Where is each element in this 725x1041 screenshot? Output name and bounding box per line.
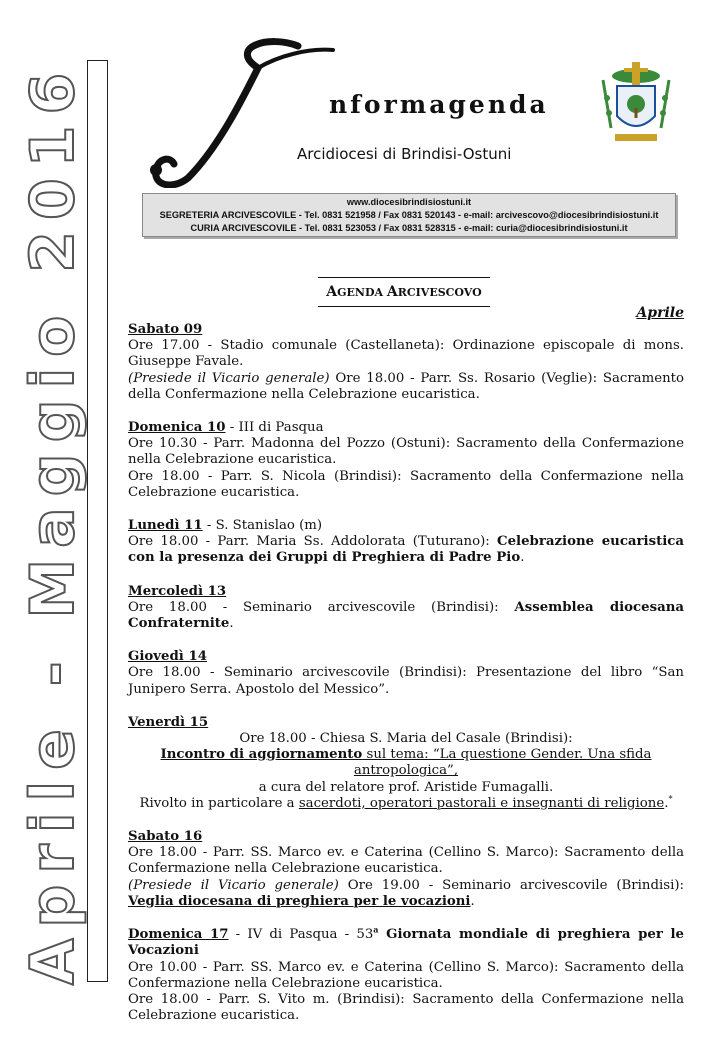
informagenda-logo-letter — [148, 38, 338, 188]
segreteria-contact: SEGRETERIA ARCIVESCOVILE - Tel. 0831 521958 / Fax 0831 520143 - e-mail: arcivescovo@diocesibrindisiostuni.it — [159, 210, 659, 220]
agenda-entry: Mercoledì 13 Ore 18.00 - Seminario arcivescovile (Brindisi): Assemblea diocesana Confraternite. — [128, 583, 684, 632]
entry-line: Ore 10.00 - Parr. SS. Marco ev. e Caterina (Cellino S. Marco): Sacramento della Confermazione nella Celebrazione eucaristica. — [128, 959, 684, 991]
entry-day: Giovedì 14 — [128, 649, 207, 665]
entry-day: Mercoledì 13 — [128, 583, 227, 599]
curia-contact: CURIA ARCIVESCOVILE - Tel. 0831 523053 / Fax 0831 528315 - e-mail: curia@diocesibrindisiostuni.it — [190, 223, 628, 233]
entry-line: Ore 18.00 - Seminario arcivescovile (Brindisi): Presentazione del libro “San Junipero Serra. Apostolo del Messico”. — [128, 665, 684, 697]
entry-line: Ore 18.00 - Parr. S. Vito m. (Brindisi): Sacramento della Confermazione nella Celebrazione eucaristica. — [128, 991, 684, 1024]
entry-line: Ore 10.30 - Parr. Madonna del Pozzo (Ostuni): Sacramento della Confermazione nella Celebrazione eucaristica. — [128, 436, 684, 468]
entry-day: Domenica 10 — [128, 420, 226, 436]
entry-line: a cura del relatore prof. Aristide Fumagalli. — [258, 779, 554, 795]
entry-day: Sabato 16 — [128, 829, 203, 845]
contact-box — [142, 193, 676, 237]
masthead-title: nformagenda — [329, 90, 549, 119]
agenda-entry: Venerdì 15 Ore 18.00 - Chiesa S. Maria del Casale (Brindisi): Incontro di aggiornamento sul tema: “La questione Gender. Una sfida antropologica”, a cura del relatore prof. Aristide Fumagalli. Rivolto in particolare a sacerdoti, operatori pastorali e insegnanti di religione.* — [128, 715, 684, 812]
side-rule — [87, 60, 108, 982]
agenda-content — [128, 322, 684, 1041]
agenda-entry: Lunedì 11 - S. Stanislao (m) Ore 18.00 - Parr. Maria Ss. Addolorata (Tuturano): Celebrazione eucaristica con la presenza dei Gruppi di Preghiera di Padre Pio. — [128, 518, 684, 566]
archdiocese-crest-icon — [597, 58, 675, 148]
agenda-entry: Sabato 16 Ore 18.00 - Parr. SS. Marco ev. e Caterina (Cellino S. Marco): Sacramento della Confermazione nella Celebrazione eucaristica. (Presiede il Vicario generale) Ore 19.00 - Seminario arcivescovile (Brindisi): Veglia diocesana di preghiera per le vocazioni. — [128, 829, 684, 909]
agenda-entry: Sabato 09 Ore 17.00 - Stadio comunale (Castellaneta): Ordinazione episcopale di mons. Giuseppe Favale. (Presiede il Vicario generale) Ore 18.00 - Parr. Ss. Rosario (Veglie): Sacramento della Confermazione nella Celebrazione eucaristica. — [128, 322, 685, 402]
entry-line: Ore 18.00 - Parr. SS. Marco ev. e Caterina (Cellino S. Marco): Sacramento della Confermazione nella Celebrazione eucaristica. — [128, 845, 684, 877]
agenda-heading: AGENDA ARCIVESCOVO — [318, 277, 490, 307]
entry-line: Ore 17.00 - Stadio comunale (Castellaneta): Ordinazione episcopale di mons. Giuseppe Favale. — [128, 338, 684, 370]
website-link[interactable]: www.diocesibrindisiostuni.it — [346, 197, 472, 207]
agenda-entry — [128, 649, 684, 698]
agenda-entry: Domenica 17 - IV di Pasqua - 53$^a$ Giornata mondiale di preghiera per le Vocazioni Ore 10.00 - Parr. SS. Marco ev. e Caterina (Cellino S. Marco): Sacramento della Confermazione nella Celebrazione eucaristica. Ore 18.00 - Parr. S. Vito m. (Brindisi): Sacramento della Confermazione nella Celebrazione eucaristica. — [128, 924, 684, 1024]
entry-day: Sabato 09 — [128, 322, 203, 337]
entry-day: Lunedì 11 — [128, 518, 203, 534]
entry-day: Domenica 17 — [128, 927, 229, 943]
agenda-entry: Domenica 10 - III di Pasqua Ore 10.30 - Parr. Madonna del Pozzo (Ostuni): Sacramento della Confermazione nella Celebrazione eucaristica. Ore 18.00 - Parr. S. Nicola (Brindisi): Sacramento della Confermazione nella Celebrazione eucaristica. — [128, 420, 684, 500]
entry-line: Ore 18.00 - Chiesa S. Maria del Casale (Brindisi): — [239, 731, 573, 747]
side-title: Aprile - Maggio 2016 — [18, 61, 88, 985]
masthead-subtitle: Arcidiocesi di Brindisi-Ostuni — [297, 145, 512, 163]
month-label: Aprile — [636, 305, 684, 321]
entry-day: Venerdì 15 — [128, 714, 209, 730]
entry-line: Ore 18.00 - Parr. S. Nicola (Brindisi): Sacramento della Confermazione nella Celebrazione eucaristica. — [128, 468, 684, 500]
